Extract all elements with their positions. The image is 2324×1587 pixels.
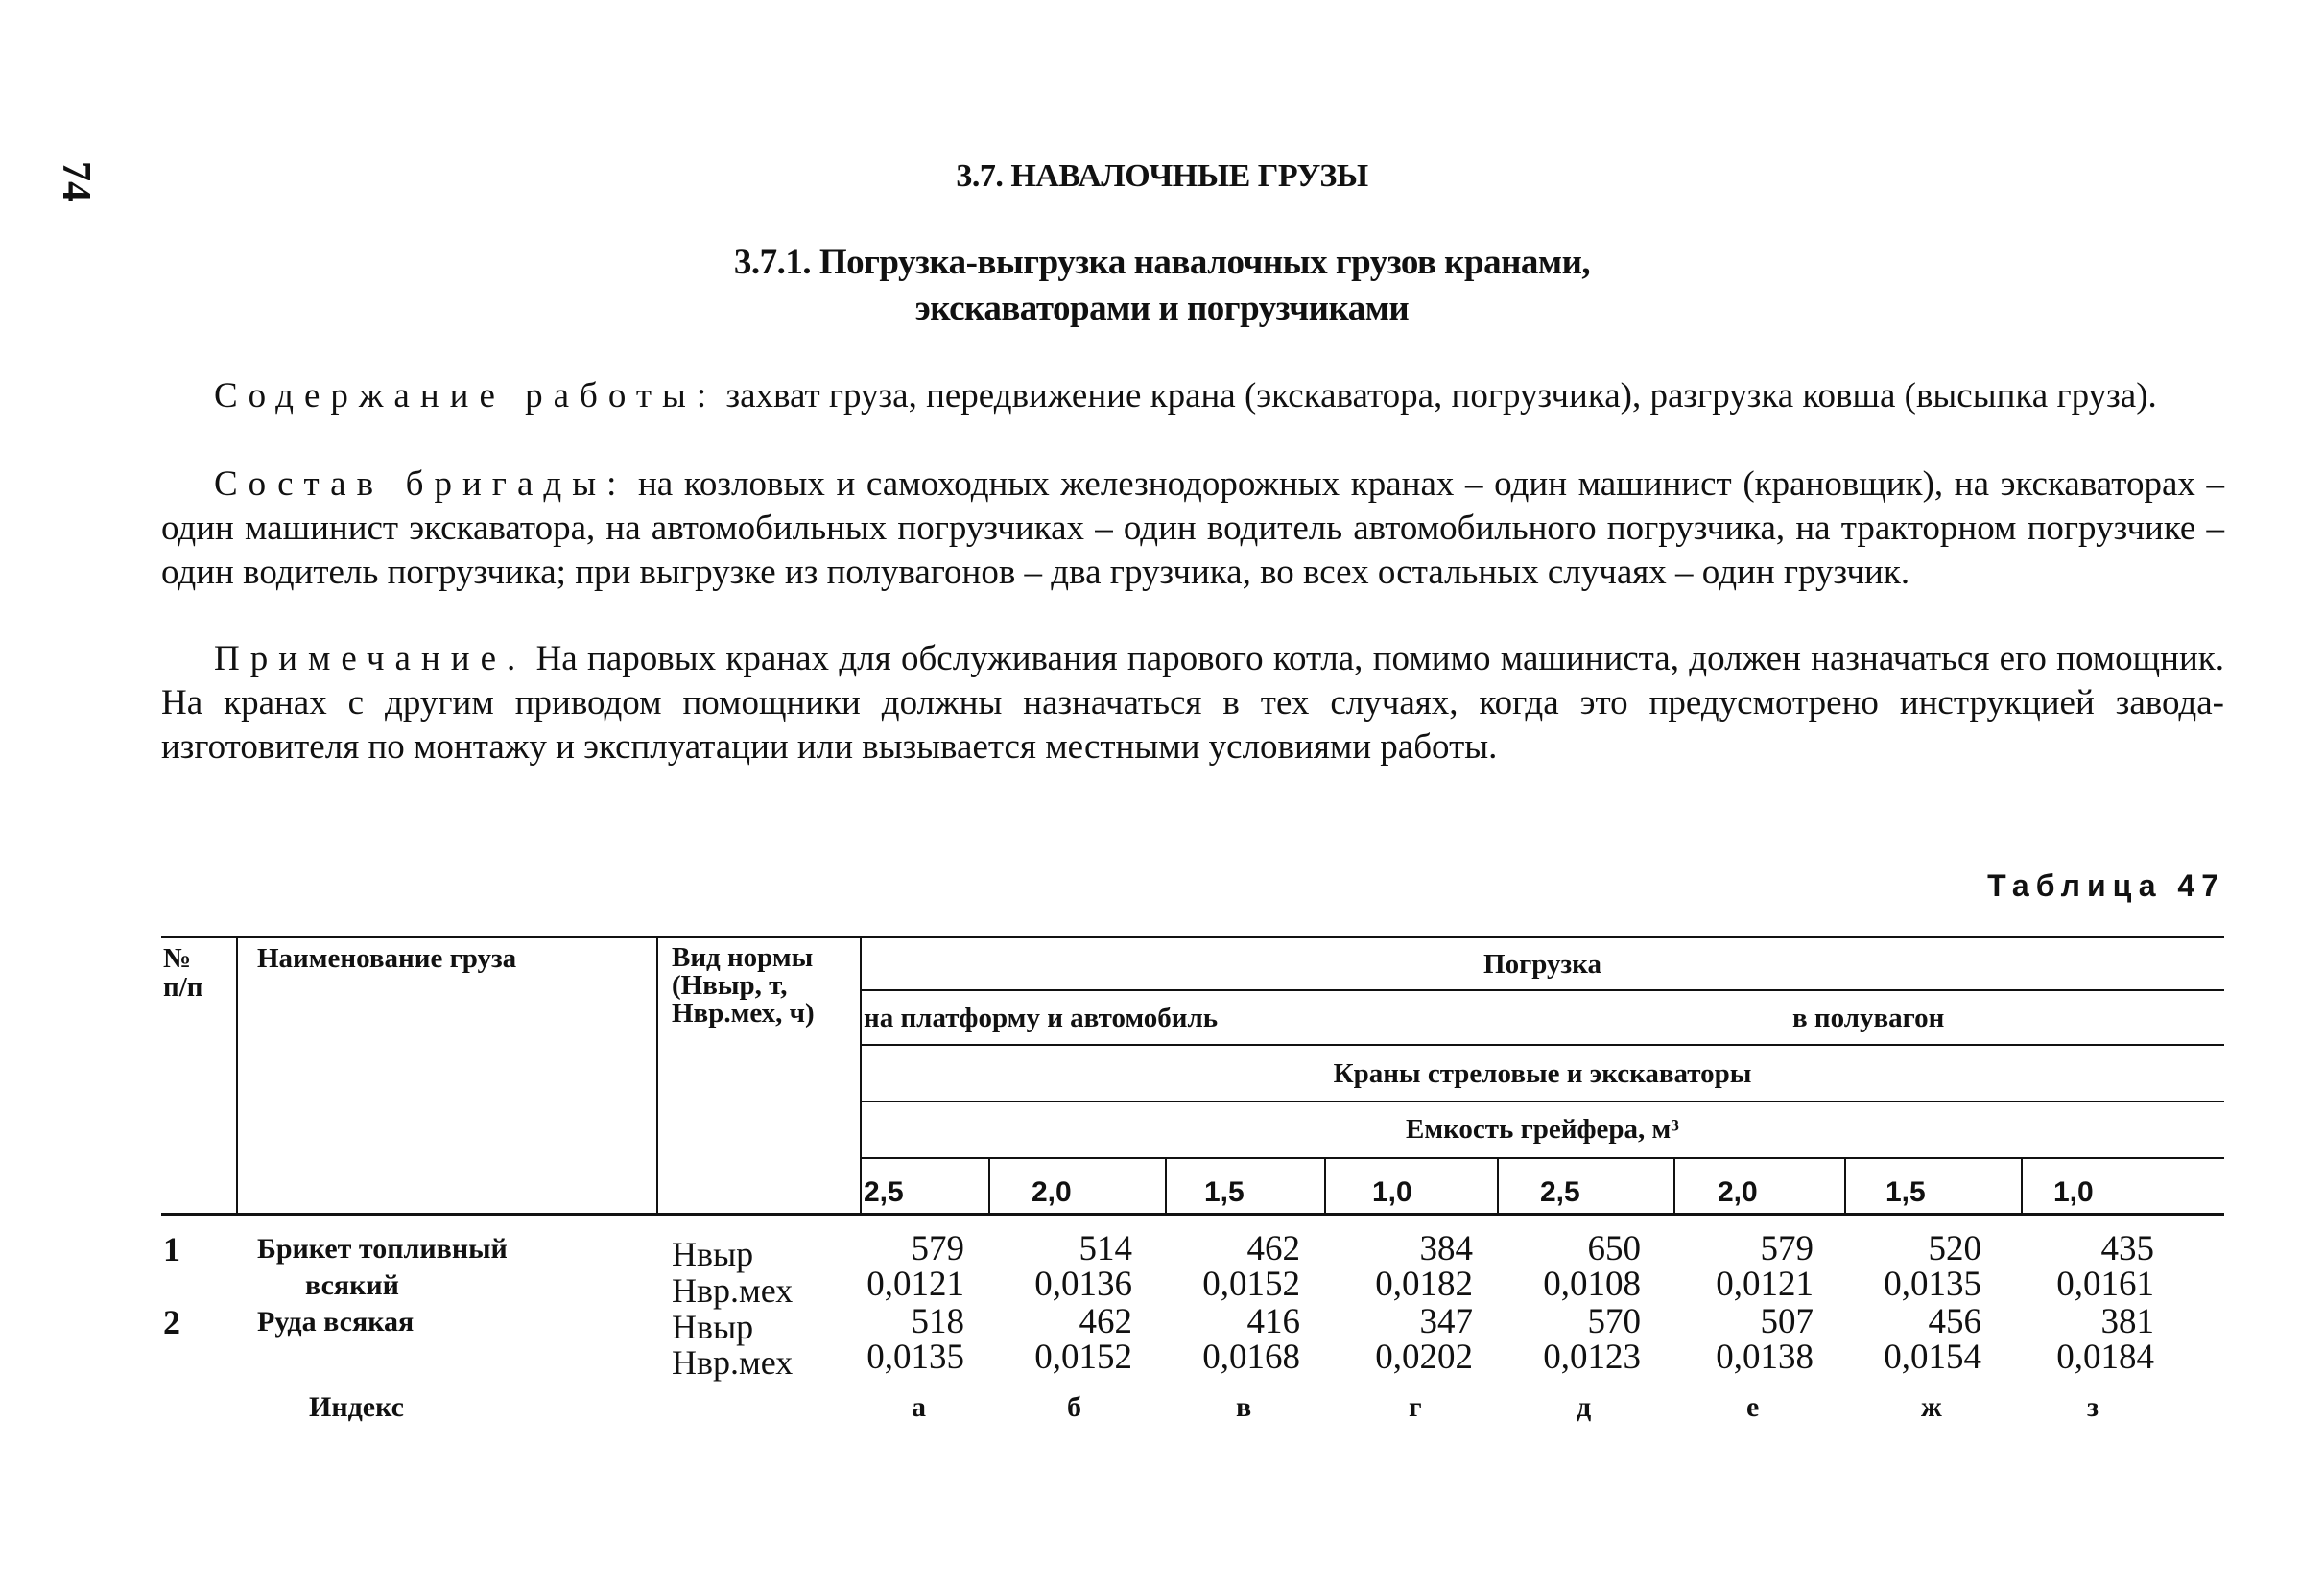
index-letter: в [1236, 1391, 1252, 1423]
vrule-cap6 [1844, 1157, 1846, 1215]
capacity-5: 2,5 [1540, 1176, 1580, 1208]
value-cell: 416 [1246, 1302, 1300, 1341]
index-letter: ж [1921, 1391, 1942, 1423]
vrule-cap7 [2021, 1157, 2023, 1215]
work-content-label: Содержание работы: [214, 376, 718, 415]
value-cell: 650 [1587, 1229, 1641, 1268]
row1-num: 1 [163, 1230, 180, 1268]
header-num: № п/п [163, 943, 203, 1003]
row1-norm1: Нвыр [672, 1235, 754, 1273]
work-content-text: захват груза, передвижение крана (экскаватора, погрузчика), разгрузка ковша (высыпка груза). [717, 376, 2157, 415]
rule-below-destination [861, 1044, 2224, 1046]
crew-label: Состав бригады: [214, 464, 628, 504]
crew-paragraph [161, 462, 2224, 595]
value-cell: 0,0121 [866, 1265, 964, 1304]
index-letter: е [1746, 1391, 1760, 1423]
value-cell: 462 [1246, 1229, 1300, 1268]
value-cell: 456 [1928, 1302, 1981, 1341]
capacity-3: 1,5 [1204, 1176, 1245, 1208]
index-letter: з [2087, 1391, 2099, 1423]
index-letter: г [1409, 1391, 1422, 1423]
vrule-cap1 [988, 1157, 990, 1215]
section-title: 3.7. НАВАЛОЧНЫЕ ГРУЗЫ [956, 158, 1368, 194]
value-cell: 579 [1760, 1229, 1814, 1268]
vrule-cap3 [1324, 1157, 1326, 1215]
capacity-6: 2,0 [1718, 1176, 1758, 1208]
note-paragraph [161, 637, 2224, 770]
row2-num: 2 [163, 1303, 180, 1341]
value-cell: 0,0123 [1543, 1338, 1641, 1377]
note-text: На паровых кранах для обслуживания парового котла, помимо машиниста, должен назначаться его помощник. На кранах с другим приводом помощники должны назначаться в тех случаях, когда это предусмотрено инструкцией завода-изготовителя по монтажу и эксплуатации или вызывается местными условиями работы. [161, 639, 2224, 767]
header-loading: Погрузка [1483, 949, 1601, 980]
row2-norm1: Нвыр [672, 1308, 754, 1346]
value-cell: 514 [1079, 1229, 1132, 1268]
index-label: Индекс [309, 1391, 404, 1423]
value-cell: 384 [1419, 1229, 1473, 1268]
value-cell: 520 [1928, 1229, 1981, 1268]
capacity-4: 1,0 [1372, 1176, 1412, 1208]
value-cell: 0,0154 [1884, 1338, 1981, 1377]
subsection-title-line2: экскаваторами и погрузчиками [914, 289, 1410, 328]
value-cell: 0,0202 [1375, 1338, 1473, 1377]
vrule-cap4 [1497, 1157, 1499, 1215]
capacity-8: 1,0 [2053, 1176, 2094, 1208]
note-label: Примечание. [214, 639, 527, 678]
index-letter: а [912, 1391, 926, 1423]
capacity-1: 2,5 [864, 1176, 904, 1208]
value-cell: 435 [2100, 1229, 2154, 1268]
row1-name: Брикет топливный всякий [257, 1233, 508, 1301]
value-cell: 518 [911, 1302, 964, 1341]
value-cell: 0,0108 [1543, 1265, 1641, 1304]
header-cranes: Краны стреловые и экскаваторы [1333, 1058, 1752, 1089]
vrule-num [236, 936, 238, 1215]
value-cell: 0,0135 [866, 1338, 964, 1377]
index-letter: д [1577, 1391, 1592, 1423]
value-cell: 0,0152 [1202, 1265, 1300, 1304]
subsection-title-line1: 3.7.1. Погрузка-выгрузка навалочных грузов кранами, [733, 243, 1591, 282]
value-cell: 0,0184 [2056, 1338, 2154, 1377]
rule-below-cranes [861, 1101, 2224, 1102]
work-content-paragraph [161, 374, 2224, 418]
value-cell: 570 [1587, 1302, 1641, 1341]
capacity-2: 2,0 [1032, 1176, 1072, 1208]
header-gondola: в полувагон [1792, 1003, 1945, 1033]
row2-norm2: Нвр.мех [672, 1343, 794, 1382]
value-cell: 0,0136 [1034, 1265, 1132, 1304]
header-platform: на платформу и автомобиль [864, 1003, 1219, 1033]
value-cell: 347 [1419, 1302, 1473, 1341]
value-cell: 0,0161 [2056, 1265, 2154, 1304]
vrule-name [656, 936, 658, 1215]
row1-norm2: Нвр.мех [672, 1271, 794, 1310]
rule-below-capacity [861, 1157, 2224, 1159]
table-top-rule [161, 936, 2224, 938]
value-cell: 462 [1079, 1302, 1132, 1341]
capacity-7: 1,5 [1885, 1176, 1926, 1208]
value-cell: 0,0135 [1884, 1265, 1981, 1304]
value-cell: 0,0138 [1716, 1338, 1814, 1377]
table-header-bottom-rule [161, 1213, 2224, 1216]
vrule-cap5 [1673, 1157, 1675, 1215]
subsection-title [0, 240, 2324, 332]
index-letter: б [1067, 1391, 1081, 1423]
header-name: Наименование груза [257, 943, 517, 974]
value-cell: 381 [2100, 1302, 2154, 1341]
value-cell: 0,0182 [1375, 1265, 1473, 1304]
value-cell: 579 [911, 1229, 964, 1268]
rule-below-loading [861, 989, 2224, 991]
value-cell: 0,0152 [1034, 1338, 1132, 1377]
value-cell: 0,0168 [1202, 1338, 1300, 1377]
header-capacity: Емкость грейфера, м³ [1405, 1114, 1679, 1145]
value-cell: 0,0121 [1716, 1265, 1814, 1304]
crew-text: на козловых и самоходных железнодорожных кранах – один машинист (крановщик), на экскаваторах – один машинист экскаватора, на автомобильных погрузчиках – один водитель автомобильного погрузчика, на тракторном погрузчике – один водитель погрузчика; при выгрузке из полувагонов – два грузчика, во всех остальных случаях – один грузчик. [161, 464, 2224, 592]
vrule-cap2 [1165, 1157, 1167, 1215]
table-caption: Таблица 47 [1987, 868, 2225, 903]
page-number: 74 [54, 161, 98, 201]
row2-name: Руда всякая [257, 1306, 415, 1338]
value-cell: 507 [1760, 1302, 1814, 1341]
header-norm: Вид нормы (Нвыр, т, Нвр.мех, ч) [672, 942, 815, 1029]
